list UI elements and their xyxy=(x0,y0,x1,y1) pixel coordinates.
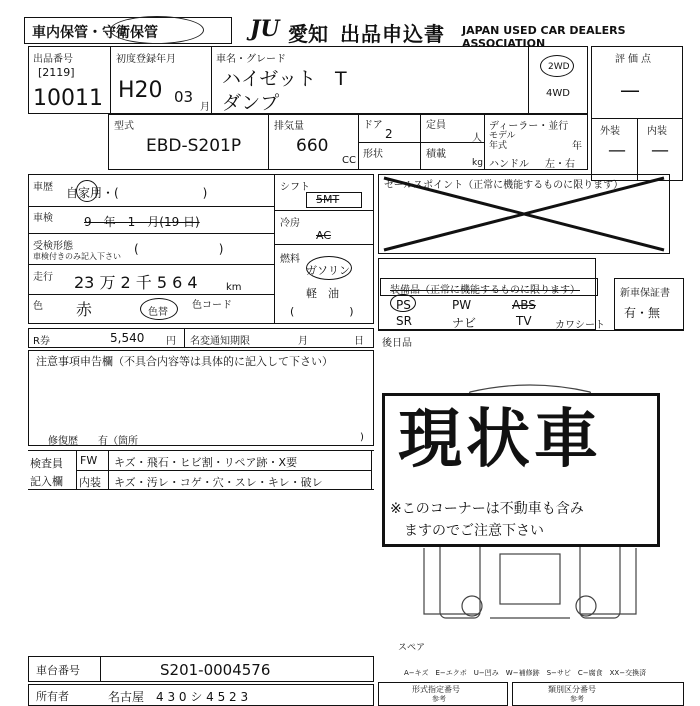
cc-unit: CC xyxy=(342,155,356,166)
owner-value: 名古屋 4 3 0 シ 4 5 2 3 xyxy=(108,690,249,704)
first-reg-month: 03 xyxy=(174,88,194,106)
inspector-fw-tag: FW xyxy=(80,454,98,467)
displacement-value: 660 xyxy=(296,136,329,156)
equipment-tv: TV xyxy=(516,314,532,328)
exterior-label: 外装 xyxy=(600,126,620,137)
aircon-value: AC xyxy=(316,229,332,242)
interior-value: — xyxy=(651,140,669,161)
fuel-circle xyxy=(306,256,352,280)
notes-label: 注意事項申告欄（不具合内容等は具体的に記入して下さい） xyxy=(36,355,333,368)
fuel-gasoline: ガソリン xyxy=(306,264,350,277)
shift-label: シフト xyxy=(280,182,310,193)
repair-label: 修復歴 有（箇所 xyxy=(48,436,138,447)
inspection-label: 車検 xyxy=(33,213,53,224)
capacity-unit: 人 xyxy=(472,133,482,144)
month-unit: 月 xyxy=(200,102,210,113)
inspection-type-label: 受検形態 xyxy=(33,241,73,252)
listing-number-label: 出品番号 xyxy=(33,54,73,65)
color-change: 色替 xyxy=(148,307,168,318)
form-title: 出品申込書 xyxy=(340,22,445,46)
capacity-label: 定員 xyxy=(426,120,446,131)
displacement-label: 排気量 xyxy=(274,121,304,132)
legend-text: A−キズ E−エクボ U−凹み W−補修跡 S−サビ C−腐食 XX−交換済 xyxy=(404,669,647,677)
lane-number: [2119] xyxy=(38,66,75,79)
drive-4wd: 4WD xyxy=(546,88,570,99)
dealer-label: ディーラー・並行 xyxy=(489,121,569,132)
inspector-interior-tag: 内装 xyxy=(79,476,101,489)
fuel-diesel: 軽 油 xyxy=(306,287,339,300)
ju-logo-icon: JU xyxy=(250,16,280,42)
inspector-label-2: 記入欄 xyxy=(30,475,63,488)
logo-text: 愛知 xyxy=(288,22,328,46)
as-is-stamp: 現状車 xyxy=(398,403,602,477)
notify-month: 月 xyxy=(298,336,308,347)
listing-number: 10011 xyxy=(33,86,103,111)
chassis-value: S201-0004576 xyxy=(160,661,271,679)
interior-label: 内装 xyxy=(647,126,667,137)
load-unit: kg xyxy=(472,158,483,168)
model-year-label: モデル年式 xyxy=(489,131,516,151)
model-value: EBD-S201P xyxy=(146,136,242,156)
mileage-value: 23 万 2 千 5 6 4 xyxy=(74,273,198,292)
equipment-ps-circle xyxy=(390,294,416,312)
sales-point-label: セールスポイント（正常に機能するものに限ります） xyxy=(384,180,624,191)
color-value: 赤 xyxy=(76,300,93,319)
equipment-sr: SR xyxy=(396,314,412,328)
equipment-navi: ナビ xyxy=(452,316,477,330)
notify-label: 名変通知期限 xyxy=(190,336,250,347)
inspection-type-note: 車検付きのみ記入下さい xyxy=(33,252,121,261)
handle-options: 左・右 xyxy=(545,159,575,170)
type-paren: ( ) xyxy=(134,242,224,256)
usage-circle xyxy=(76,180,98,202)
fuel-other: ( ) xyxy=(290,305,354,318)
car-grade: ダンプ xyxy=(222,92,280,114)
owner-label: 所有者 xyxy=(36,690,69,703)
type-code-label: 形式指定番号 xyxy=(412,685,460,694)
door-value: 2 xyxy=(385,127,393,141)
equipment-abs: ABS xyxy=(512,298,536,312)
equipment-pw: PW xyxy=(452,298,472,312)
aircon-label: 冷房 xyxy=(280,218,300,229)
notice-line-1: ※このコーナーは不動車も含み xyxy=(390,501,584,517)
exterior-value: — xyxy=(608,140,626,161)
recycle-unit: 円 xyxy=(166,336,176,347)
usage-value: 自家用・( ) xyxy=(66,186,208,200)
type-code-ref: 参考 xyxy=(432,695,446,703)
handle-label: ハンドル xyxy=(489,159,529,170)
color-change-circle xyxy=(140,298,178,320)
repair-close: ) xyxy=(360,432,364,443)
shape-label: 形状 xyxy=(363,149,383,160)
first-reg-label: 初度登録年月 xyxy=(116,54,176,65)
year-unit: 年 xyxy=(572,141,582,152)
shift-value: 5MT xyxy=(316,193,340,206)
notify-day: 日 xyxy=(354,336,364,347)
inspector-label-1: 検査員 xyxy=(30,457,63,470)
category-code-ref: 参考 xyxy=(570,695,584,703)
chassis-label: 車台番号 xyxy=(36,664,80,677)
equipment-seat: カワシート xyxy=(555,320,605,331)
door-label: ドア xyxy=(363,120,383,131)
equipment-ps: PS xyxy=(396,298,411,312)
car-name: ハイゼット T xyxy=(222,68,347,90)
color-code-label: 色コード xyxy=(192,300,232,311)
model-label: 型式 xyxy=(114,121,134,132)
category-code-label: 類別区分番号 xyxy=(548,685,596,694)
notice-line-2: ますのでご注意下さい xyxy=(404,523,544,539)
inspector-interior-text: キズ・汚レ・コゲ・穴・スレ・キレ・破レ xyxy=(114,476,323,489)
warranty-label: 新車保証書 xyxy=(620,288,670,299)
inspection-value: 9 年 1 月(19 日) xyxy=(84,215,200,229)
first-reg-era-year: H20 xyxy=(118,78,163,103)
warranty-value: 有・無 xyxy=(624,306,661,320)
recycle-value: 5,540 xyxy=(110,331,145,345)
drive-circle xyxy=(540,55,574,77)
recycle-label: R券 xyxy=(33,336,50,347)
name-grade-label: 車名・グレード xyxy=(216,54,286,65)
score-label: 評価点 xyxy=(615,54,654,65)
score-value: — xyxy=(620,78,640,102)
rear-label: 後日品 xyxy=(382,338,412,349)
equipment-label: 装備品（正常に機能するものに限ります） xyxy=(390,285,580,296)
inspector-fw-text: キズ・飛石・ヒビ割・リペア跡・X要 xyxy=(114,456,298,469)
usage-label: 車歴 xyxy=(33,182,53,193)
color-label: 色 xyxy=(33,301,43,312)
sales-cross-icon xyxy=(378,174,670,254)
drive-2wd: 2WD xyxy=(548,62,570,72)
spare-label: スペア xyxy=(398,643,426,653)
storage-circle xyxy=(110,16,204,44)
mileage-unit: km xyxy=(226,282,242,293)
association-name: JAPAN USED CAR DEALERS ASSOCIATION xyxy=(462,24,626,50)
category-code-box xyxy=(512,682,684,706)
fuel-label: 燃料 xyxy=(280,254,300,265)
mileage-label: 走行 xyxy=(33,272,53,283)
storage-label: 車内保管・守衛保管 xyxy=(32,25,158,41)
load-label: 積載 xyxy=(426,149,446,160)
